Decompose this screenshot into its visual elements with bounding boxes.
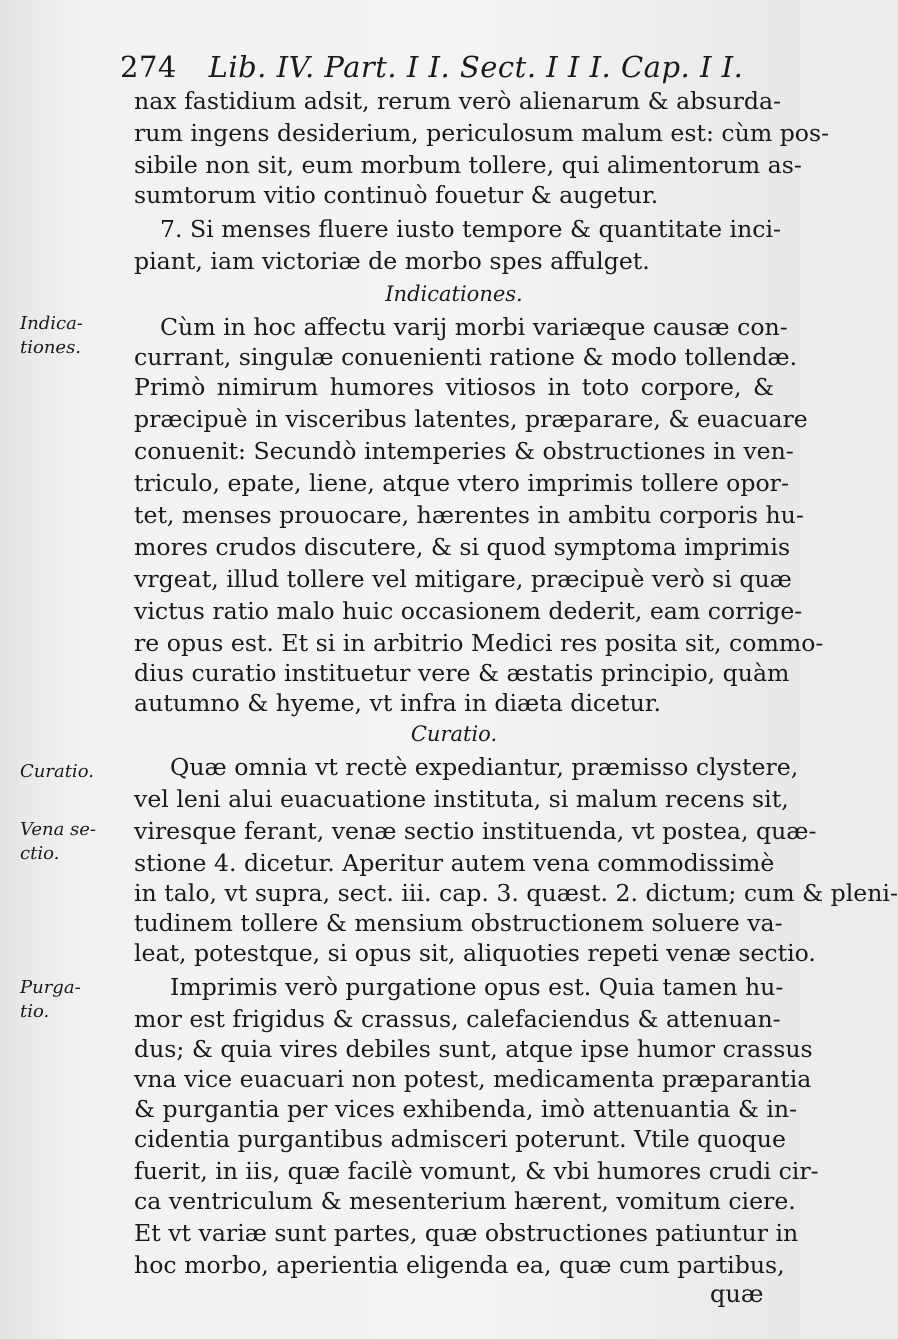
text-line: tet, menses prouocare, hærentes in ambitu corporis hu- <box>134 501 804 529</box>
text-line: autumno & hyeme, vt infra in diæta dicetur. <box>134 689 661 717</box>
text-line: dus; & quia vires debiles sunt, atque ipse humor crassus <box>134 1035 813 1063</box>
margin-note-curatio <box>20 760 120 784</box>
margin-note-line: ctio. <box>20 843 60 864</box>
text-line: 7. Si menses fluere iusto tempore & quantitate inci- <box>160 215 782 243</box>
text-line: ca ventriculum & mesenterium hærent, vomitum ciere. <box>134 1187 796 1215</box>
text-line: re opus est. Et si in arbitrio Medici res posita sit, commo- <box>134 629 824 657</box>
text-line: vna vice euacuari non potest, medicamenta præparantia <box>134 1065 812 1093</box>
text-line: cidentia purgantibus admisceri poterunt. Vtile quoque <box>134 1125 786 1153</box>
text-line: piant, iam victoriæ de morbo spes affulget. <box>134 247 650 275</box>
margin-note-line: tiones. <box>20 337 82 358</box>
text-line: nax fastidium adsit, rerum verò alienarum & absurda- <box>134 87 782 115</box>
margin-note-line: Vena se- <box>20 819 97 840</box>
section-heading-indicationes: Indicationes. <box>385 282 523 306</box>
text-line: sumtorum vitio continuò fouetur & augetur. <box>134 181 659 209</box>
text-line: præcipuè in visceribus latentes, præparare, & euacuare <box>134 405 808 433</box>
text-line: Et vt variæ sunt partes, quæ obstructiones patiuntur in <box>134 1219 799 1247</box>
text-line: in talo, vt supra, sect. iii. cap. 3. quæst. 2. dictum; cum & pleni- <box>134 879 898 907</box>
text-line: Cùm in hoc affectu varij morbi variæque causæ con- <box>160 313 788 341</box>
text-line: currant, singulæ conuenienti ratione & modo tollendæ. <box>134 343 798 371</box>
margin-note-purgatio <box>20 976 120 1024</box>
margin-note-line: Purga- <box>20 977 81 998</box>
margin-note-line: Indica- <box>20 313 83 334</box>
text-line: Primò nimirum humores vitiosos in toto corpore, & <box>134 373 774 401</box>
text-line: Imprimis verò purgatione opus est. Quia tamen hu- <box>170 973 784 1001</box>
text-line: Quæ omnia vt rectè expediantur, præmisso clystere, <box>170 753 799 781</box>
text-line: vel leni alui euacuatione instituta, si malum recens sit, <box>134 785 789 813</box>
running-title: Lib. IV. Part. I I. Sect. I I I. Cap. I I. <box>208 50 744 84</box>
text-line: hoc morbo, aperientia eligenda ea, quæ cum partibus, <box>134 1251 785 1279</box>
text-line: mor est frigidus & crassus, calefaciendus & attenuan- <box>134 1005 781 1033</box>
text-line: fuerit, in iis, quæ facilè vomunt, & vbi humores crudi cir- <box>134 1157 819 1185</box>
catchword: quæ <box>710 1280 764 1308</box>
text-line: victus ratio malo huic occasionem dederit, eam corrige- <box>134 597 803 625</box>
text-line: tudinem tollere & mensium obstructionem soluere va- <box>134 909 783 937</box>
text-line: mores crudos discutere, & si quod symptoma imprimis <box>134 533 791 561</box>
text-line: triculo, epate, liene, atque vtero imprimis tollere opor- <box>134 469 789 497</box>
text-line: rum ingens desiderium, periculosum malum est: cùm pos- <box>134 119 830 147</box>
text-line: & purgantia per vices exhibenda, imò attenuantia & in- <box>134 1095 798 1123</box>
text-line: conuenit: Secundò intemperies & obstructiones in ven- <box>134 437 794 465</box>
section-heading-curatio: Curatio. <box>410 722 498 746</box>
margin-note-line: Curatio. <box>20 761 94 782</box>
text-line: leat, potestque, si opus sit, aliquoties repeti venæ sectio. <box>134 939 816 967</box>
margin-note-line: tio. <box>20 1001 50 1022</box>
margin-note-indicationes <box>20 312 120 360</box>
text-line: stione 4. dicetur. Aperitur autem vena commodissimè <box>134 849 775 877</box>
margin-note-vena-sectio <box>20 818 120 866</box>
text-line: vrgeat, illud tollere vel mitigare, præcipuè verò si quæ <box>134 565 792 593</box>
page-number: 274 <box>120 50 177 84</box>
text-line: sibile non sit, eum morbum tollere, qui alimentorum as- <box>134 151 802 179</box>
text-line: viresque ferant, venæ sectio instituenda, vt postea, quæ- <box>134 817 817 845</box>
text-line: dius curatio instituetur vere & æstatis principio, quàm <box>134 659 790 687</box>
